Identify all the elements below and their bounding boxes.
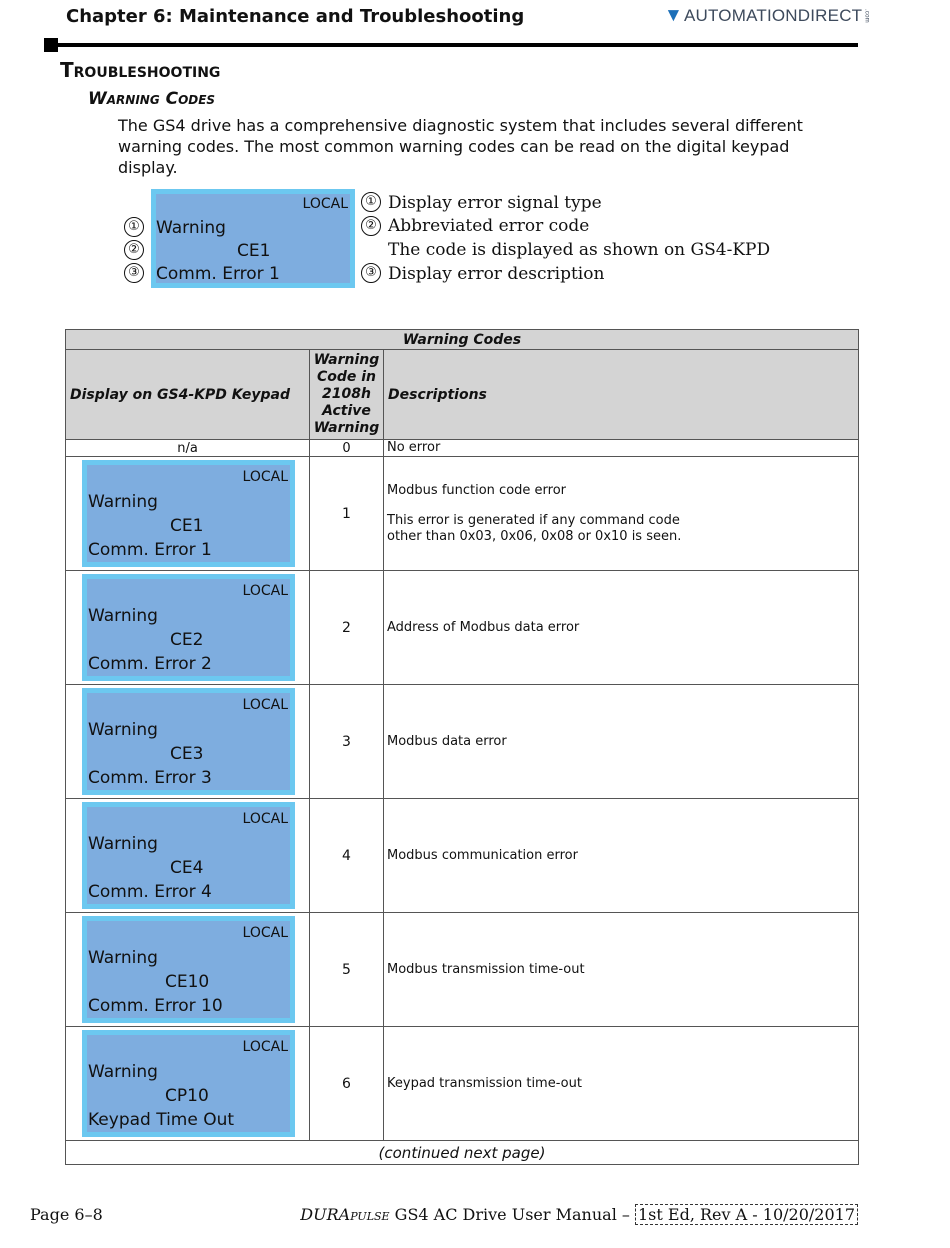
display-code: CE4: [170, 858, 204, 878]
display-description: Comm. Error 2: [88, 654, 212, 674]
marker-2-left: ②: [124, 240, 144, 260]
row-display: [66, 1027, 310, 1141]
footer-brand: DURApulse: [300, 1205, 390, 1224]
row-display: [66, 457, 310, 571]
keypad-display: [82, 916, 295, 1023]
logo-suffix: .com: [863, 9, 870, 23]
table-row: [66, 1027, 859, 1141]
row-display: [66, 685, 310, 799]
display-local: LOCAL: [242, 811, 288, 827]
header-code-line-1: Warning: [313, 352, 380, 368]
intro-paragraph: The GS4 drive has a comprehensive diagnostic system that includes several different warning codes. The most common warning codes can be read on the digital keypad display.: [118, 116, 803, 177]
row-code: 2: [310, 571, 384, 685]
display-description: Comm. Error 3: [88, 768, 212, 788]
automationdirect-logo: [664, 5, 869, 27]
display-description: Comm. Error 1: [156, 264, 280, 284]
table-row: [66, 913, 859, 1027]
display-local: LOCAL: [242, 925, 288, 941]
section-title: Troubleshooting: [60, 58, 221, 82]
display-local: LOCAL: [242, 697, 288, 713]
chapter-title: Chapter 6: Maintenance and Troubleshooting: [66, 6, 525, 27]
keypad-display: [82, 802, 295, 909]
legend-text-2: Abbreviated error code: [388, 216, 590, 236]
row-display: [66, 571, 310, 685]
row-display: [66, 913, 310, 1027]
row-description: Modbus data error: [384, 685, 859, 799]
table-row: [66, 457, 859, 571]
header-display: Display on GS4-KPD Keypad: [66, 350, 310, 440]
legend-marker-2: ②: [361, 216, 381, 236]
display-warning: Warning: [88, 948, 158, 968]
header-code-line-5: Warning: [313, 420, 380, 436]
display-code: CE10: [165, 972, 210, 992]
header-code: [310, 350, 384, 440]
row-description: Modbus communication error: [384, 799, 859, 913]
subsection-title: Warning Codes: [88, 89, 216, 109]
row-code: 5: [310, 913, 384, 1027]
row-code: 0: [310, 440, 384, 457]
keypad-display: [82, 460, 295, 567]
display-warning: Warning: [156, 218, 226, 238]
header-code-line-4: Active: [322, 403, 371, 419]
display-code: CP10: [165, 1086, 209, 1106]
row-description: Keypad transmission time-out: [384, 1027, 859, 1141]
row-description-main: Modbus function code error: [387, 482, 567, 498]
display-code: CE3: [170, 744, 204, 764]
display-code: CE1: [170, 516, 204, 536]
display-local: LOCAL: [302, 196, 348, 212]
display-local: LOCAL: [242, 469, 288, 485]
table-row: [66, 685, 859, 799]
row-display: [66, 799, 310, 913]
logo-text: AUTOMATIONDIRECT: [684, 6, 863, 25]
display-description: Comm. Error 4: [88, 882, 212, 902]
legend-text-3: Display error description: [388, 264, 605, 284]
row-description: Modbus transmission time-out: [384, 913, 859, 1027]
display-code: CE2: [170, 630, 204, 650]
display-code: CE1: [237, 241, 271, 261]
row-code: 3: [310, 685, 384, 799]
display-warning: Warning: [88, 492, 158, 512]
table-title: Warning Codes: [66, 330, 859, 350]
row-description: [384, 457, 859, 571]
row-code: 1: [310, 457, 384, 571]
display-description: Comm. Error 1: [88, 540, 212, 560]
marker-1-left: ①: [124, 217, 144, 237]
manual-footer: [300, 1205, 858, 1224]
row-description: Address of Modbus data error: [384, 571, 859, 685]
row-description-detail: This error is generated if any command code other than 0x03, 0x06, 0x08 or 0x10 is seen.: [387, 512, 682, 544]
keypad-display: [82, 574, 295, 681]
table-continued-note: (continued next page): [66, 1141, 859, 1165]
display-warning: Warning: [88, 720, 158, 740]
header-descriptions: Descriptions: [384, 350, 859, 440]
row-display: n/a: [66, 440, 310, 457]
row-description: No error: [384, 440, 859, 457]
footer-edition: 1st Ed, Rev A - 10/20/2017: [635, 1204, 858, 1225]
table-row: [66, 440, 859, 457]
table-row: [66, 571, 859, 685]
warning-codes-table: [65, 329, 859, 1165]
page-number: Page 6–8: [30, 1205, 103, 1224]
keypad-display: [82, 688, 295, 795]
row-code: 6: [310, 1027, 384, 1141]
logo-mark-icon: ▼: [664, 5, 684, 26]
header-code-line-2: Code in: [316, 369, 377, 385]
display-local: LOCAL: [242, 1039, 288, 1055]
table-row: [66, 799, 859, 913]
legend-marker-1: ①: [361, 192, 381, 212]
display-description: Comm. Error 10: [88, 996, 223, 1016]
keypad-display-diagram: [151, 189, 355, 288]
legend-marker-3: ③: [361, 263, 381, 283]
legend-text-2b: The code is displayed as shown on GS4-KPD: [388, 240, 771, 260]
row-code: 4: [310, 799, 384, 913]
display-local: LOCAL: [242, 583, 288, 599]
header-rule: [52, 43, 858, 47]
display-warning: Warning: [88, 1062, 158, 1082]
header-code-line-3: 2108h: [322, 386, 371, 402]
display-warning: Warning: [88, 834, 158, 854]
marker-3-left: ③: [124, 263, 144, 283]
display-warning: Warning: [88, 606, 158, 626]
keypad-display: [82, 1030, 295, 1137]
footer-manual-title: GS4 AC Drive User Manual –: [394, 1205, 630, 1224]
legend-text-1: Display error signal type: [388, 193, 602, 213]
display-description: Keypad Time Out: [88, 1110, 235, 1130]
